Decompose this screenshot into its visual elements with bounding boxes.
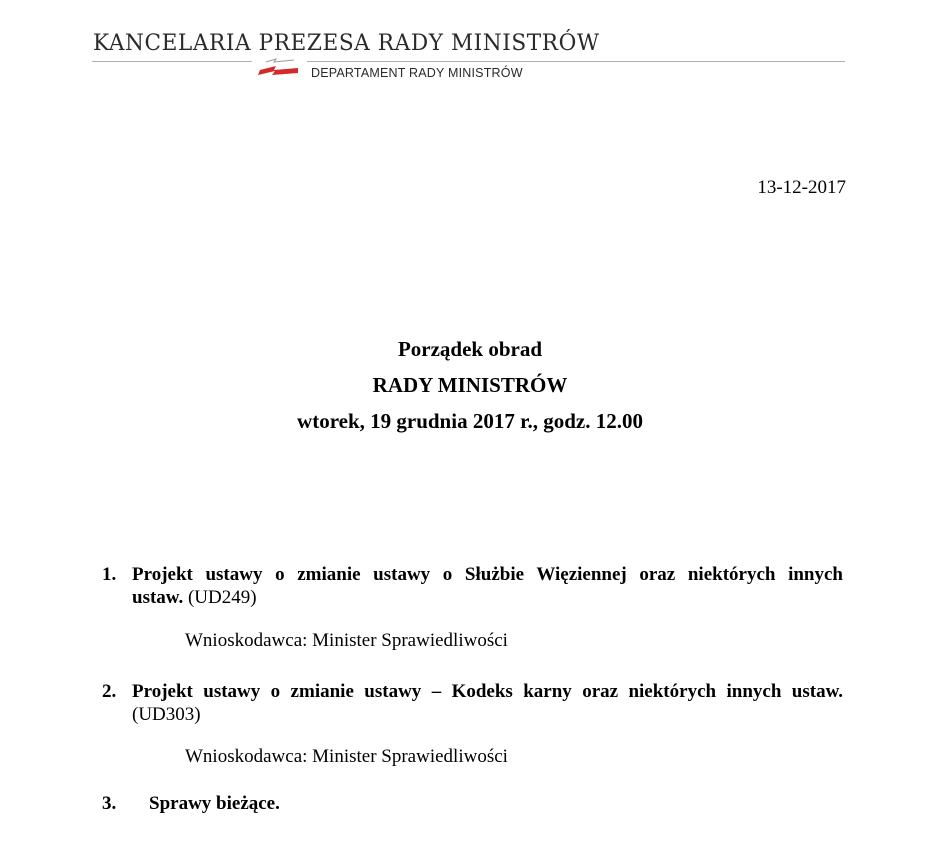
agenda-item-number: 2. xyxy=(102,681,117,702)
letterhead-divider-right xyxy=(307,61,845,62)
agenda-item xyxy=(102,793,280,815)
department-name: DEPARTAMENT RADY MINISTRÓW xyxy=(311,66,523,80)
agenda-item-title: Projekt ustawy o zmianie ustawy – Kodeks karny oraz niektórych innych ustaw. xyxy=(132,681,843,702)
document-subtitle: RADY MINISTRÓW xyxy=(372,373,568,397)
agenda-item-applicant: Wnioskodawca: Minister Sprawiedliwości xyxy=(185,746,508,767)
organization-name: KANCELARIA PREZESA RADY MINISTRÓW xyxy=(93,30,600,56)
agenda-item-applicant: Wnioskodawca: Minister Sprawiedliwości xyxy=(185,630,508,651)
meeting-datetime: wtorek, 19 grudnia 2017 r., godz. 12.00 xyxy=(297,409,643,433)
agenda-item-text xyxy=(132,563,843,609)
agenda-item-code: (UD303) xyxy=(132,704,201,725)
agenda-item-title-cont: ustaw. xyxy=(132,587,184,608)
document-date: 13-12-2017 xyxy=(757,177,846,198)
agenda-item-text xyxy=(132,680,843,726)
agenda-item-code: (UD249) xyxy=(187,587,257,608)
agenda-item-number: 3. xyxy=(102,793,117,814)
polish-flag-swoosh-icon xyxy=(254,56,302,78)
agenda-item-title: Sprawy bieżące. xyxy=(149,793,280,814)
agenda-item xyxy=(102,680,843,726)
letterhead-divider-left xyxy=(92,61,252,62)
agenda-item-title: Projekt ustawy o zmianie ustawy o Służbie Więziennej oraz niektórych innych xyxy=(132,564,843,585)
agenda-item-number: 1. xyxy=(102,564,117,585)
agenda-item xyxy=(102,563,843,609)
document-title: Porządek obrad xyxy=(397,337,543,361)
